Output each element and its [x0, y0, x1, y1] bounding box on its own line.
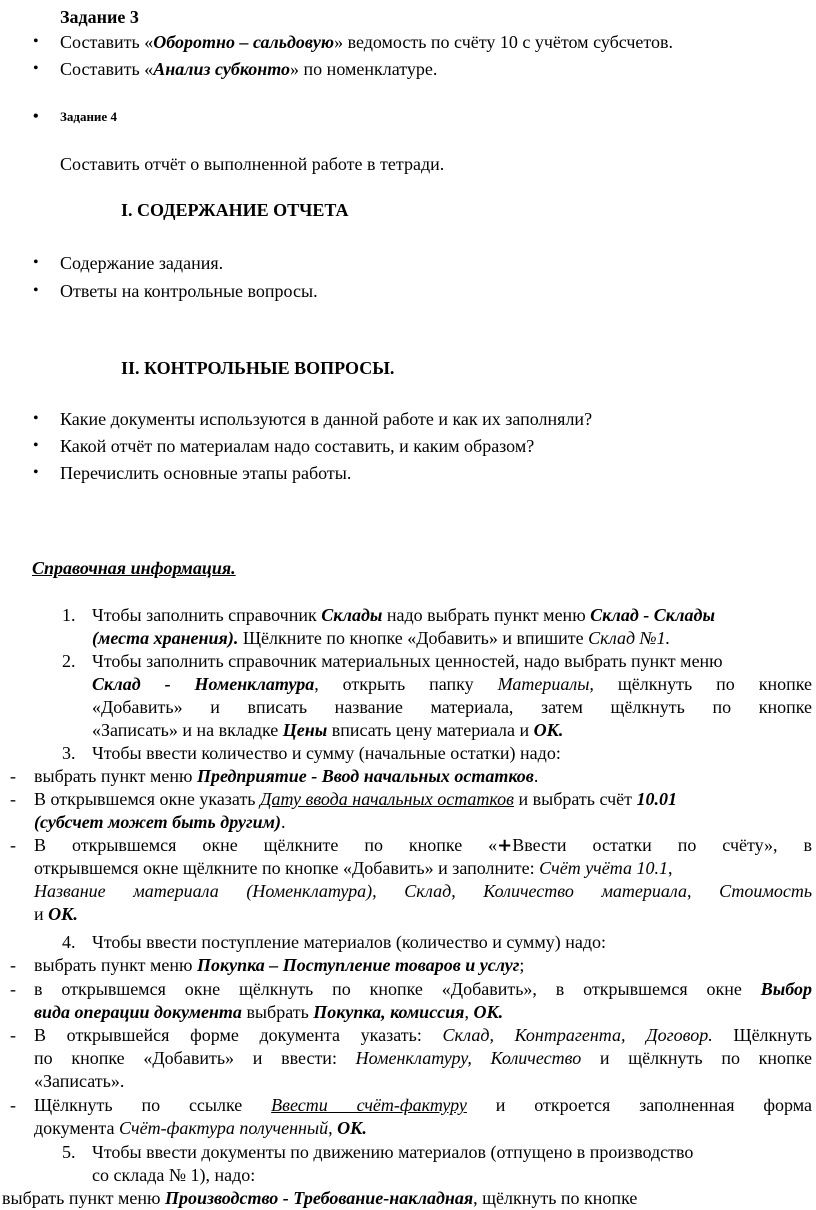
dash-marker: -: [10, 789, 16, 809]
section1-item: • Содержание задания.: [60, 252, 223, 274]
ref-item-4-dash-3-line-1: В открывшейся форме документа указать: Склад, Контрагента, Договор. Щёлкнуть: [34, 1025, 812, 1045]
ref-item-5-line-1: Чтобы ввести документы по движению материалов (отпущено в производство: [92, 1142, 694, 1162]
list-number: 2.: [62, 651, 76, 671]
task3-item-1: • Составить «Оборотно – сальдовую» ведомость по счёту 10 с учётом субсчетов.: [60, 31, 673, 53]
ref-item-4-dash-2-line-1: в открывшемся окне щёлкнуть по кнопке «Добавить», в открывшемся окне Выбор: [34, 979, 812, 999]
ref-item-2-line-4: «Записать» и на вкладке Цены вписать цену материала и ОК.: [92, 720, 564, 740]
ref-item-3-dash-3-line-1: В открывшемся окне щёлкните по кнопке «+Ввести остатки по счёту», в: [34, 835, 812, 856]
ref-item-3-line-1: Чтобы ввести количество и сумму (начальные остатки) надо:: [92, 743, 561, 763]
dash-marker: -: [10, 979, 16, 999]
task3-item-2: • Составить «Анализ субконто» по номенклатуре.: [60, 58, 437, 80]
ref-item-1-line-1: Чтобы заполнить справочник Склады надо выбрать пункт меню Склад - Склады: [92, 605, 715, 625]
dash-marker: -: [10, 1095, 16, 1115]
section2-heading: II. КОНТРОЛЬНЫЕ ВОПРОСЫ.: [121, 358, 395, 378]
ref-item-4-dash-3-line-2: по кнопке «Добавить» и ввести: Номенклатуру, Количество и щёлкнуть по кнопке: [34, 1048, 812, 1068]
section1-item: • Ответы на контрольные вопросы.: [60, 280, 318, 302]
ref-item-4-dash-3-line-3: «Записать».: [34, 1071, 125, 1091]
dash-marker: -: [10, 835, 16, 855]
task3-heading: Задание 3: [60, 7, 139, 27]
task4-heading: • Задание 4: [60, 106, 117, 128]
dash-marker: -: [10, 1025, 16, 1045]
ref-item-4-dash-1: выбрать пункт меню Покупка – Поступление товаров и услуг;: [34, 955, 525, 975]
ref-item-4-dash-2-line-2: вида операции документа выбрать Покупка, комиссия, ОК.: [34, 1002, 504, 1022]
ref-item-3-dash-3-line-3: Название материала (Номенклатура), Склад, Количество материала, Стоимость: [34, 881, 813, 901]
ref-item-4-dash-4-line-2: документа Счёт-фактура полученный, ОК.: [34, 1118, 367, 1138]
list-number: 1.: [62, 605, 76, 625]
dash-marker: -: [10, 766, 16, 786]
ref-item-1-line-2: (места хранения). Щёлкните по кнопке «Добавить» и впишите Склад №1.: [92, 628, 671, 648]
ref-item-3-dash-3-line-4: и ОК.: [34, 904, 78, 924]
section1-heading: I. СОДЕРЖАНИЕ ОТЧЕТА: [121, 200, 349, 220]
ref-item-4-line-1: Чтобы ввести поступление материалов (количество и сумму) надо:: [92, 932, 606, 952]
list-number: 4.: [62, 932, 76, 952]
section2-item: • Какой отчёт по материалам надо составить, и каким образом?: [60, 435, 534, 457]
section2-item: • Перечислить основные этапы работы.: [60, 462, 351, 484]
ref-item-3-dash-3-line-2: открывшемся окне щёлкните по кнопке «Добавить» и заполните: Счёт учёта 10.1,: [34, 858, 673, 878]
ref-item-3-dash-1: выбрать пункт меню Предприятие - Ввод начальных остатков.: [34, 766, 539, 786]
ref-item-5-line-3: выбрать пункт меню Производство - Требование-накладная, щёлкнуть по кнопке: [2, 1188, 638, 1208]
section2-item: • Какие документы используются в данной работе и как их заполняли?: [60, 408, 592, 430]
ref-item-5-line-2: со склада № 1), надо:: [92, 1165, 256, 1185]
plus-icon: +: [497, 835, 513, 856]
ref-item-2-line-2: Склад - Номенклатура, открыть папку Материалы, щёлкнуть по кнопке: [92, 674, 812, 694]
ref-item-3-dash-2-line-1: В открывшемся окне указать Дату ввода начальных остатков и выбрать счёт 10.01: [34, 789, 677, 809]
ref-item-2-line-1: Чтобы заполнить справочник материальных ценностей, надо выбрать пункт меню: [92, 651, 723, 671]
dash-marker: -: [10, 955, 16, 975]
ref-item-3-dash-2-line-2: (субсчет может быть другим).: [34, 812, 286, 832]
task4-text: Составить отчёт о выполненной работе в тетради.: [60, 154, 445, 174]
reference-heading: Справочная информация.: [32, 558, 236, 578]
list-number: 3.: [62, 743, 76, 763]
ref-item-4-dash-4-line-1: Щёлкнуть по ссылке Ввести счёт-фактуру и откроется заполненная форма: [34, 1095, 812, 1115]
ref-item-2-line-3: «Добавить» и вписать название материала, затем щёлкнуть по кнопке: [92, 697, 812, 717]
list-number: 5.: [62, 1142, 76, 1162]
